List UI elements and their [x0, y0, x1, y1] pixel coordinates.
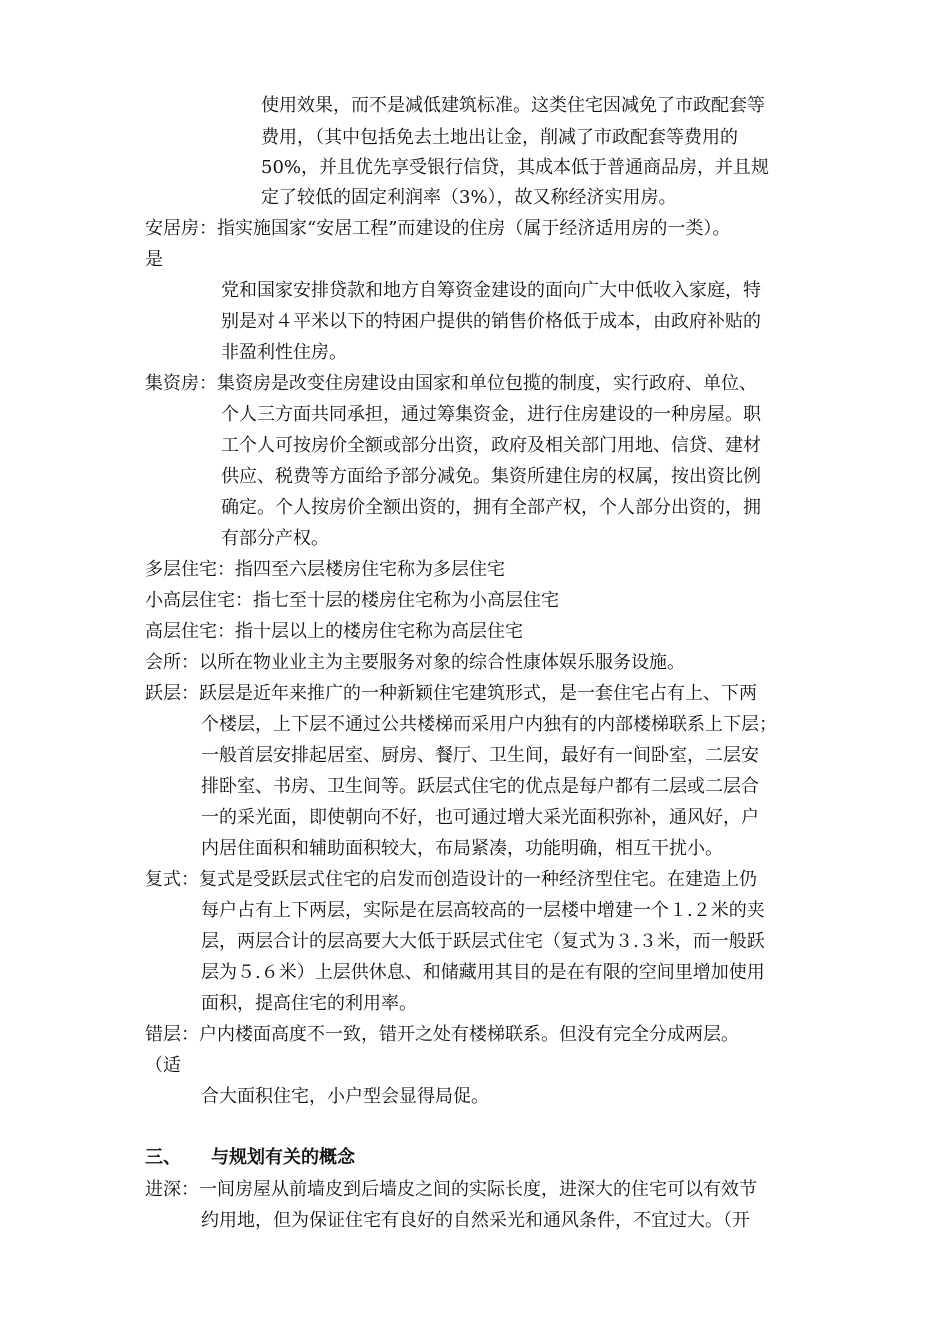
text-line: 供应、税费等方面给予部分减免。集资所建住房的权属，按出资比例 — [221, 466, 761, 487]
text-line: 合大面积住宅，小户型会显得局促。 — [201, 1086, 489, 1107]
text-line: 别是对４平米以下的特困户提供的销售价格低于成本，由政府补贴的 — [221, 311, 761, 332]
text-line: 排卧室、书房、卫生间等。跃层式住宅的优点是每户都有二层或二层合 — [201, 776, 759, 797]
text-line: （适 — [145, 1055, 181, 1076]
text-line: 个楼层，上下层不通过公共楼梯而采用户内独有的内部楼梯联系上下层； — [201, 714, 777, 735]
text-line: 层为５.６米）上层供休息、和储藏用其目的是在有限的空间里增加使用 — [201, 962, 765, 983]
text-line: 费用，（其中包括免去土地出让金，削减了市政配套等费用的 — [261, 127, 738, 148]
text-line: 有部分产权。 — [221, 528, 329, 549]
term-split-level: 错层：户内楼面高度不一致，错开之处有楼梯联系。但没有完全分成两层。 — [145, 1024, 739, 1045]
section-number: 三、 — [145, 1147, 181, 1168]
text-line: 个人三方面共同承担，通过筹集资金，进行住房建设的一种房屋。职 — [221, 404, 761, 425]
text-line: 确定。个人按房价全额出资的，拥有全部产权，个人部分出资的，拥 — [221, 497, 761, 518]
text-line: 一般首层安排起居室、厨房、餐厅、卫生间，最好有一间卧室，二层安 — [201, 745, 759, 766]
text-line: 工个人可按房价全额或部分出资，政府及相关部门用地、信贷、建材 — [221, 435, 761, 456]
term-multi-storey: 多层住宅：指四至六层楼房住宅称为多层住宅 — [145, 559, 505, 580]
text-line: 每户占有上下两层，实际是在层高较高的一层楼中增建一个１.２米的夹 — [201, 900, 765, 921]
text-line: 面积，提高住宅的利用率。 — [201, 993, 417, 1014]
term-high-rise: 高层住宅：指十层以上的楼房住宅称为高层住宅 — [145, 621, 523, 642]
text-line: 非盈利性住房。 — [221, 342, 347, 363]
text-line: 50%，并且优先享受银行信贷，其成本低于普通商品房，并且规 — [261, 157, 770, 178]
term-mid-high-rise: 小高层住宅：指七至十层的楼房住宅称为小高层住宅 — [145, 590, 559, 611]
text-line: 层，两层合计的层高要大大低于跃层式住宅（复式为３.３米，而一般跃 — [201, 931, 765, 952]
text-line: 是 — [145, 249, 163, 270]
text-line: 约用地，但为保证住宅有良好的自然采光和通风条件，不宜过大。（开 — [201, 1210, 750, 1231]
text-line: 使用效果，而不是减低建筑标准。这类住宅因减免了市政配套等 — [261, 95, 765, 116]
term-duplex: 跃层：跃层是近年来推广的一种新颖住宅建筑形式，是一套住宅占有上、下两 — [145, 683, 757, 704]
term-depth: 进深：一间房屋从前墙皮到后墙皮之间的实际长度，进深大的住宅可以有效节 — [145, 1179, 757, 1200]
text-line: 定了较低的固定利润率（3%），故又称经济实用房。 — [261, 187, 677, 208]
text-line: 内居住面积和辅助面积较大，布局紧凑，功能明确，相互干扰小。 — [201, 838, 723, 859]
term-jizifang: 集资房：集资房是改变住房建设由国家和单位包揽的制度，实行政府、单位、 — [145, 373, 757, 394]
term-anjufang: 安居房：指实施国家“安居工程”而建设的住房（属于经济适用房的一类）。 — [145, 218, 731, 239]
term-clubhouse: 会所：以所在物业业主为主要服务对象的综合性康体娱乐服务设施。 — [145, 652, 685, 673]
text-line: 党和国家安排贷款和地方自筹资金建设的面向广大中低收入家庭，特 — [221, 280, 761, 301]
term-loft: 复式：复式是受跃层式住宅的启发而创造设计的一种经济型住宅。在建造上仍 — [145, 869, 757, 890]
text-line: 一的采光面，即使朝向不好，也可通过增大采光面积弥补，通风好，户 — [201, 807, 759, 828]
section-title: 与规划有关的概念 — [211, 1147, 355, 1168]
